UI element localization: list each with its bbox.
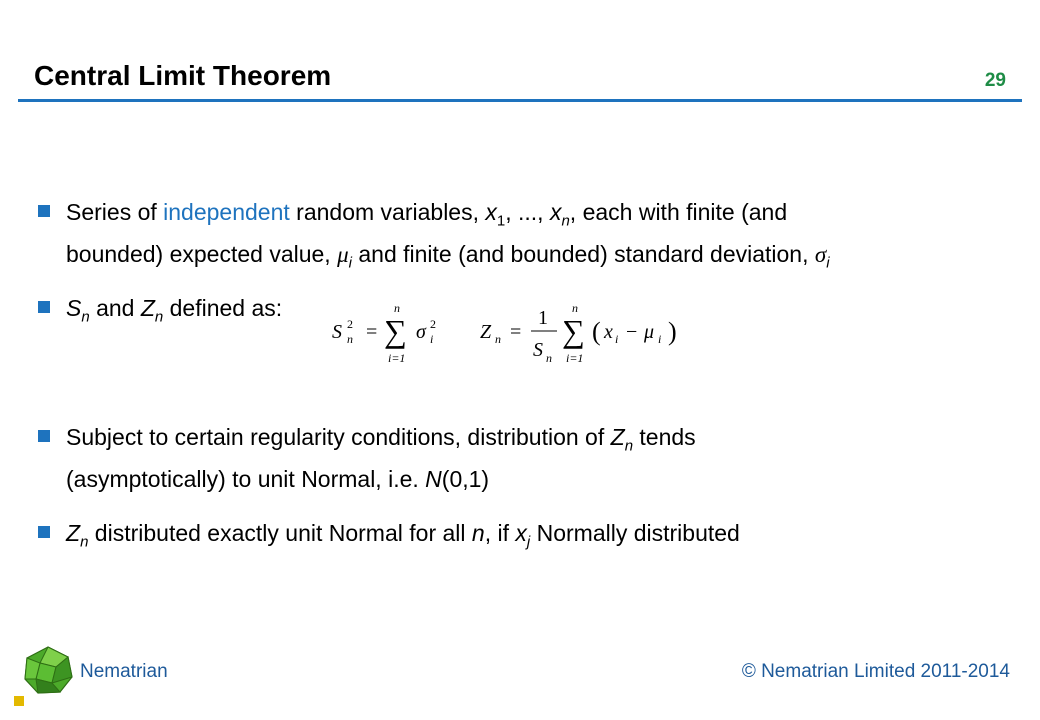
svg-text:n: n xyxy=(572,301,578,315)
bullet-4-text: $Z_n$ distributed exactly unit Normal for all n, if $x_j$ Normally distributed xyxy=(66,520,740,551)
svg-text:S: S xyxy=(332,321,342,343)
svg-text:i=1: i=1 xyxy=(388,351,406,365)
bullet-marker xyxy=(38,205,50,217)
svg-text:∑: ∑ xyxy=(384,313,407,349)
svg-text:1: 1 xyxy=(538,307,548,329)
bullet-3-text: Subject to certain regularity conditions, distribution of $Z_n$ tends (asymptotically) to unit Normal, i.e. N(0,1) xyxy=(66,424,696,492)
formula-zn xyxy=(480,301,677,365)
bullet-marker xyxy=(38,301,50,313)
footer-brand: Nematrian xyxy=(80,661,168,682)
svg-text:∑: ∑ xyxy=(562,313,585,349)
bullet-marker xyxy=(38,526,50,538)
svg-text:i: i xyxy=(615,332,619,346)
independent-highlight: independent xyxy=(163,199,290,225)
svg-text:i: i xyxy=(430,332,434,346)
svg-text:Z: Z xyxy=(480,321,492,343)
svg-text:2: 2 xyxy=(347,317,353,331)
nematrian-logo-icon xyxy=(22,645,74,695)
svg-text:n: n xyxy=(495,332,501,346)
footer-copyright: © Nematrian Limited 2011-2014 xyxy=(741,661,1010,682)
bullet-marker xyxy=(38,430,50,442)
svg-text:n: n xyxy=(394,301,400,315)
svg-text:μ: μ xyxy=(644,321,655,343)
svg-text:): ) xyxy=(668,317,677,346)
bullet-2-text: $S_n$ and $Z_n$ defined as: xyxy=(66,295,283,326)
svg-text:n: n xyxy=(546,351,552,365)
svg-text:i=1: i=1 xyxy=(566,351,584,365)
svg-text:=: = xyxy=(510,321,522,343)
title-divider xyxy=(18,99,1022,102)
formula-group xyxy=(328,298,688,370)
svg-text:−: − xyxy=(626,321,638,343)
svg-text:(: ( xyxy=(592,317,601,346)
svg-text:=: = xyxy=(366,321,378,343)
formula-sn-squared xyxy=(332,301,436,365)
corner-marker xyxy=(14,696,24,706)
svg-text:i: i xyxy=(658,332,662,346)
svg-text:n: n xyxy=(347,332,353,346)
svg-text:S: S xyxy=(533,339,543,361)
page-number: 29 xyxy=(984,70,1006,91)
svg-text:σ: σ xyxy=(416,321,426,343)
slide-title: Central Limit Theorem xyxy=(34,60,332,91)
bullet-1-text: Series of independent random variables, $x_1$, ..., $x_n$, each with finite (and bounded) expected value, $\mu_i$ and finite (and bounded) standard deviation, $\sigma_i$ xyxy=(66,199,830,272)
svg-text:x: x xyxy=(604,321,613,343)
svg-text:2: 2 xyxy=(430,317,436,331)
